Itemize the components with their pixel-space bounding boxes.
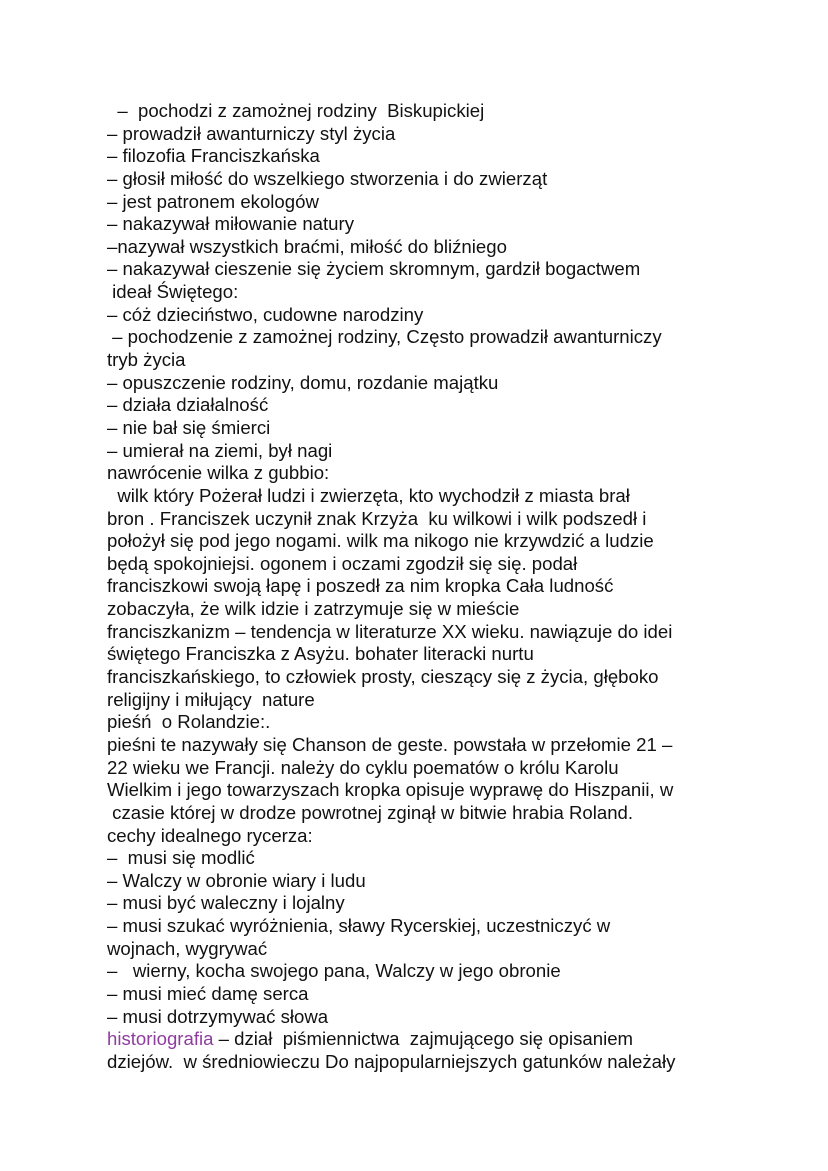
text-line: – nie bał się śmierci [107,416,271,438]
historiografia-line [107,1028,747,1051]
text-line: – pochodzi z zamożnej rodziny Biskupickiej [107,100,485,121]
document-body [107,100,747,1074]
text-line: wojnach, wygrywać [107,937,268,959]
text-line: świętego Franciszka z Asyżu. bohater literacki nurtu [107,643,534,665]
text-line: – prowadził awanturniczy styl życia [107,122,396,144]
text-line: – Walczy w obronie wiary i ludu [107,869,366,891]
section-heading: pieśń o Rolandzie:. [107,711,271,733]
text-line: tryb życia [107,349,186,371]
text-line: – musi mieć damę serca [107,982,309,1004]
text-line: – pochodzenie z zamożnej rodziny, Często prowadził awanturniczy [107,326,662,348]
text-line: – działa działalność [107,394,269,416]
text-line: – filozofia Franciszkańska [107,145,320,167]
text-line: – musi się modlić [107,847,255,869]
text-line: – musi być waleczny i lojalny [107,892,345,914]
text-line: – jest patronem ekologów [107,190,319,212]
text-line: – wierny, kocha swojego pana, Walczy w jego obronie [107,960,561,982]
text-line: wilk który Pożerał ludzi i zwierzęta, kto wychodził z miasta brał [107,484,630,506]
text-line: – musi szukać wyróżnienia, sławy Rycerskiej, uczestniczyć w [107,915,611,937]
text-line: franciszkowi swoją łapę i poszedł za nim kropka Cała ludność [107,575,614,597]
text-line: – głosił miłość do wszelkiego stworzenia i do zwierząt [107,167,548,189]
text-line: religijny i miłujący nature [107,688,315,710]
text-line: – opuszczenie rodziny, domu, rozdanie majątku [107,371,499,393]
text-line: franciszkanizm – tendencja w literaturze XX wieku. nawiązuje do idei [107,620,673,642]
text-line: Wielkim i jego towarzyszach kropka opisuje wyprawę do Hiszpanii, w [107,779,674,801]
text-line: czasie której w drodze powrotnej zginął w bitwie hrabia Roland. [107,801,634,823]
text-line: będą spokojniejsi. ogonem i oczami zgodził się się. podał [107,552,578,574]
text-line: 22 wieku we Francji. należy do cyklu poematów o królu Karolu [107,756,619,778]
text-line: – umierał na ziemi, był nagi [107,439,333,461]
text-line: – cóż dzieciństwo, cudowne narodziny [107,303,424,325]
text-line: – nakazywał miłowanie natury [107,213,355,235]
text-line: franciszkańskiego, to człowiek prosty, cieszący się z życia, głęboko [107,666,659,688]
text-line: bron . Franciszek uczynił znak Krzyża ku wilkowi i wilk podszedł i [107,507,647,529]
historiografia-definition: – dział piśmiennictwa zajmującego się opisaniem [213,1028,634,1050]
text-line: dziejów. w średniowieczu Do najpopularniejszych gatunków należały [107,1050,676,1072]
text-line: położył się pod jego nogami. wilk ma nikogo nie krzywdzić a ludzie [107,530,654,552]
section-heading: nawrócenie wilka z gubbio: [107,462,330,484]
text-line: – nakazywał cieszenie się życiem skromnym, gardził bogactwem [107,258,641,280]
section-heading: ideał Świętego: [107,281,239,303]
text-line: pieśni te nazywały się Chanson de geste. powstała w przełomie 21 – [107,733,673,755]
text-line: – musi dotrzymywać słowa [107,1005,329,1027]
text-line: zobaczyła, że wilk idzie i zatrzymuje się w mieście [107,598,520,620]
historiografia-term: historiografia [107,1028,214,1050]
text-line: –nazywał wszystkich braćmi, miłość do bliźniego [107,235,507,257]
section-heading: cechy idealnego rycerza: [107,824,313,846]
